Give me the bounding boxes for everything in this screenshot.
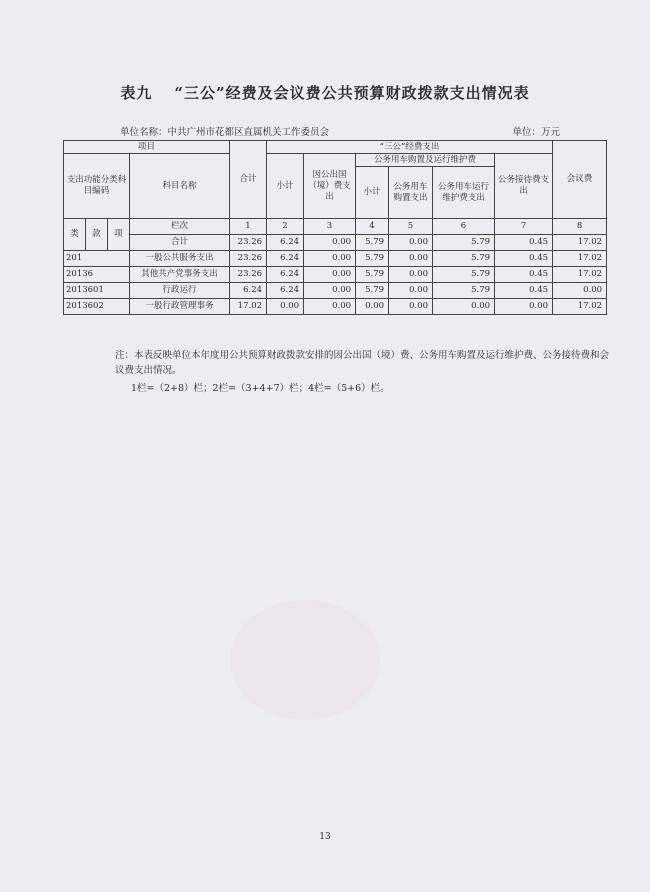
header-function-code: 支出功能分类科目编码: [64, 154, 130, 219]
header-xiang: 项: [108, 219, 130, 251]
row-value: 6.24: [267, 251, 304, 267]
row-value: 0.00: [433, 299, 495, 315]
header-vehicle-maintenance: 公务用车运行维护费支出: [433, 167, 495, 219]
header-vehicle-subtotal: 小计: [356, 167, 389, 219]
row-code: 2013601: [64, 283, 130, 299]
row-value: 5.79: [433, 251, 495, 267]
header-subtotal: 小计: [267, 154, 304, 219]
row-subject-name: 其他共产党事务支出: [130, 267, 230, 283]
total-value: 5.79: [356, 235, 389, 251]
column-number: 1: [230, 219, 267, 235]
total-label: 合计: [130, 235, 230, 251]
column-label: 栏次: [130, 219, 230, 235]
header-vehicle: 公务用车购置及运行维护费: [356, 154, 495, 167]
row-value: 0.00: [267, 299, 304, 315]
header-total: 合计: [230, 141, 267, 219]
column-number: 8: [553, 219, 607, 235]
row-value: 0.45: [495, 283, 553, 299]
page-number: 13: [319, 832, 331, 842]
row-value: 0.00: [553, 283, 607, 299]
row-value: 5.79: [433, 267, 495, 283]
row-subject-name: 行政运行: [130, 283, 230, 299]
total-value: 17.02: [553, 235, 607, 251]
header-meeting: 会议费: [553, 141, 607, 219]
row-value: 5.79: [433, 283, 495, 299]
row-value: 0.00: [304, 299, 356, 315]
table-row: [64, 283, 607, 299]
row-value: 6.24: [230, 283, 267, 299]
total-row: [64, 235, 607, 251]
table-number: 表九: [120, 84, 153, 102]
currency-unit: 单位：万元: [512, 127, 560, 138]
row-value: 6.24: [267, 283, 304, 299]
row-value: 17.02: [553, 299, 607, 315]
table-note: 注：本表反映单位本年度用公共预算财政拨款安排的因公出国（境）费、公务用车购置及运行维护费、公务接待费和会议费支出情况。: [115, 350, 610, 376]
column-number: 6: [433, 219, 495, 235]
row-code: 20136: [64, 267, 130, 283]
row-value: 0.00: [304, 267, 356, 283]
table-title-text: “三公”经费及会议费公共预算财政拨款支出情况表: [174, 84, 530, 102]
row-subject-name: 一般公共服务支出: [130, 251, 230, 267]
row-value: 17.02: [230, 299, 267, 315]
row-value: 17.02: [553, 267, 607, 283]
total-value: 0.00: [304, 235, 356, 251]
row-value: 6.24: [267, 267, 304, 283]
row-value: 0.00: [389, 299, 433, 315]
column-number: 7: [495, 219, 553, 235]
total-value: 0.45: [495, 235, 553, 251]
total-value: 5.79: [433, 235, 495, 251]
row-value: 0.00: [495, 299, 553, 315]
row-value: 0.00: [304, 251, 356, 267]
row-code: 201: [64, 251, 130, 267]
header-overseas: 因公出国（境）费支出: [304, 154, 356, 219]
header-kuan: 款: [86, 219, 108, 251]
row-value: 0.45: [495, 267, 553, 283]
table-row: [64, 267, 607, 283]
column-formula: 1栏=（2+8）栏；2栏=（3+4+7）栏；4栏=（5+6）栏。: [131, 383, 390, 394]
row-value: 0.00: [389, 283, 433, 299]
column-number: 3: [304, 219, 356, 235]
row-value: 5.79: [356, 267, 389, 283]
column-number: 4: [356, 219, 389, 235]
faded-stamp-mark: [230, 600, 380, 720]
header-project: 项目: [64, 141, 230, 154]
total-value: 0.00: [389, 235, 433, 251]
header-three-public: “三公”经费支出: [267, 141, 553, 154]
row-value: 0.00: [389, 251, 433, 267]
header-reception: 公务接待费支出: [495, 154, 553, 219]
column-number: 5: [389, 219, 433, 235]
budget-table: [63, 140, 607, 315]
header-vehicle-purchase: 公务用车购置支出: [389, 167, 433, 219]
header-subject-name: 科目名称: [130, 154, 230, 219]
row-code: 2013602: [64, 299, 130, 315]
row-value: 0.00: [389, 267, 433, 283]
row-value: 5.79: [356, 251, 389, 267]
row-value: 23.26: [230, 251, 267, 267]
header-lei: 类: [64, 219, 86, 251]
total-value: 23.26: [230, 235, 267, 251]
page-title: [0, 82, 650, 103]
total-value: 6.24: [267, 235, 304, 251]
row-value: 0.45: [495, 251, 553, 267]
row-subject-name: 一般行政管理事务: [130, 299, 230, 315]
column-number: 2: [267, 219, 304, 235]
organization-name: 单位名称：中共广州市花都区直属机关工作委员会: [120, 127, 330, 138]
row-value: 5.79: [356, 283, 389, 299]
unit-info-line: [120, 124, 560, 138]
table-row: [64, 251, 607, 267]
row-value: 0.00: [304, 283, 356, 299]
table-row: [64, 299, 607, 315]
row-value: 0.00: [356, 299, 389, 315]
row-value: 23.26: [230, 267, 267, 283]
row-value: 17.02: [553, 251, 607, 267]
